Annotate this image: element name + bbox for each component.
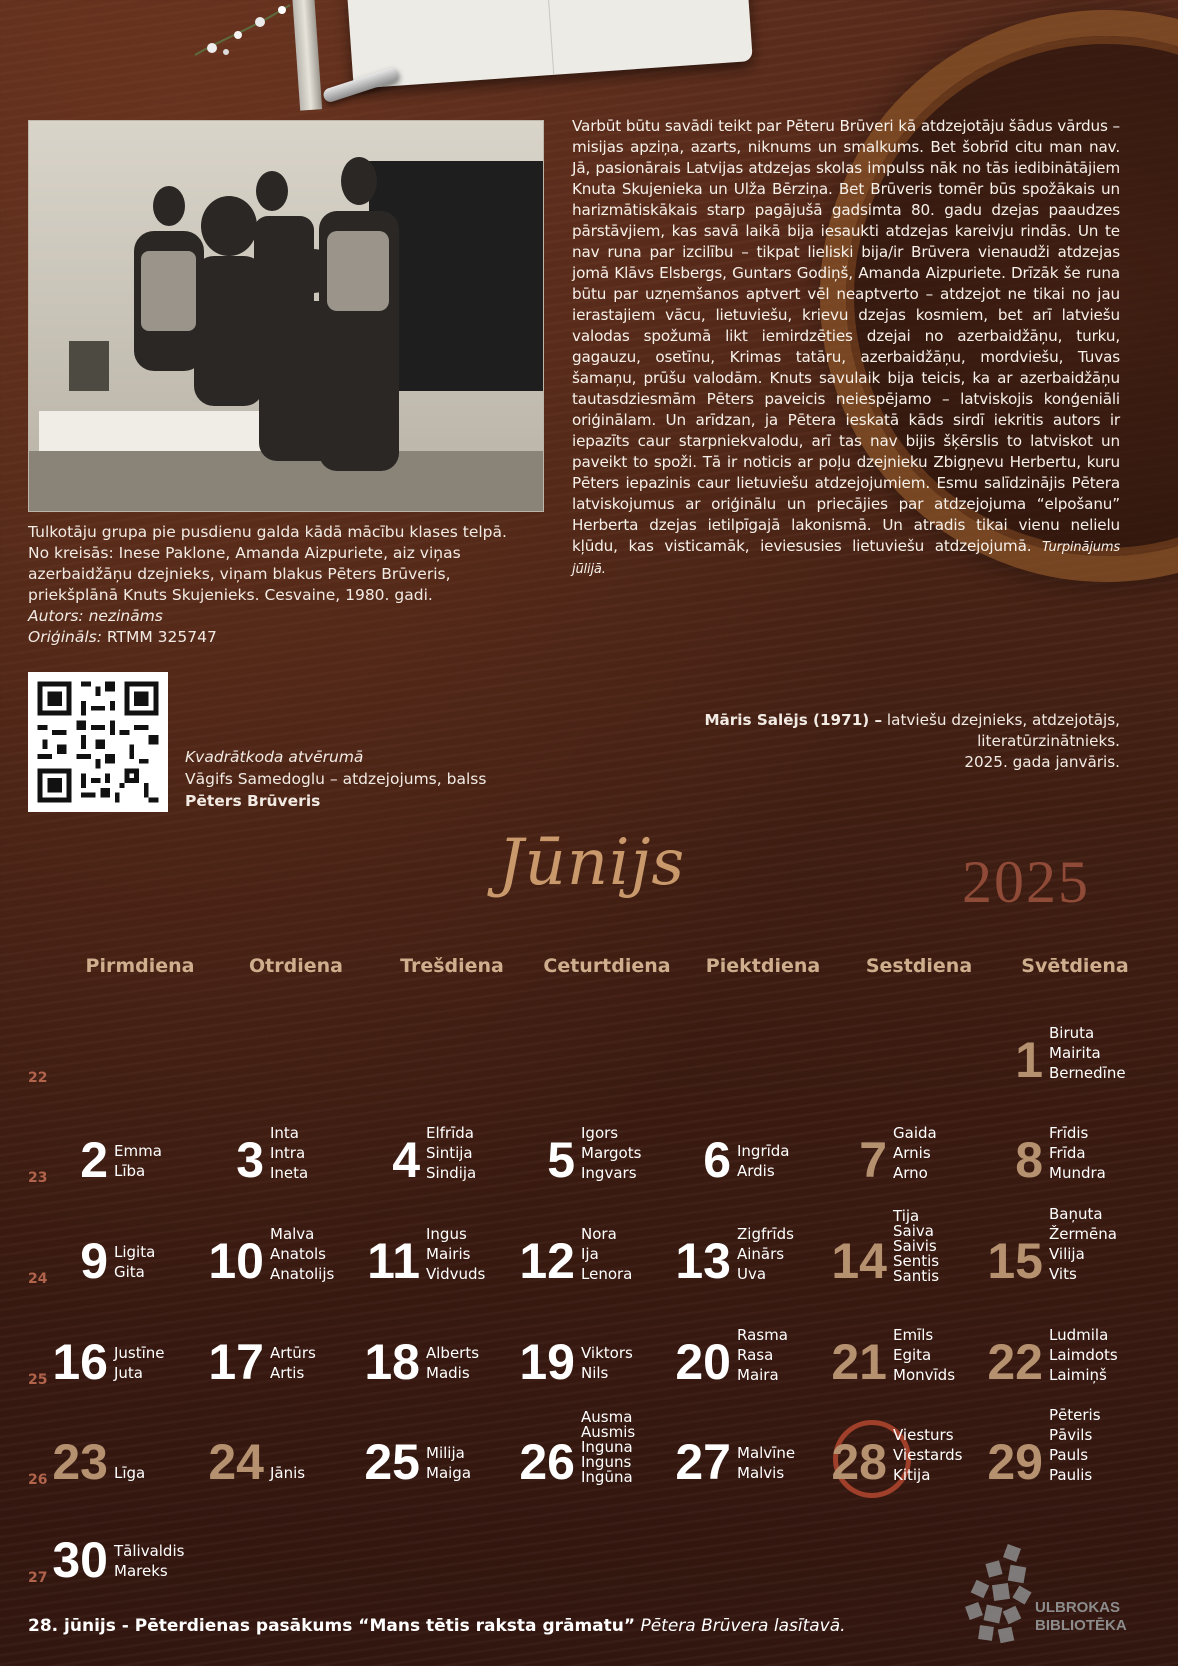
name-day: Inguna xyxy=(581,1438,633,1456)
calendar-day xyxy=(953,1434,1043,1490)
event-date: 28. jūnijs - Pēterdienas pasākums xyxy=(28,1616,359,1636)
name-day: Ingus xyxy=(426,1225,467,1243)
day-number: 15 xyxy=(987,1233,1043,1289)
calendar-day xyxy=(18,1233,108,1289)
calendar-day xyxy=(641,1334,731,1390)
name-day: Baņuta xyxy=(1049,1205,1103,1223)
name-day: Bernedīne xyxy=(1049,1064,1126,1082)
name-day-list xyxy=(426,1443,471,1483)
name-day: Sindija xyxy=(426,1164,477,1182)
name-day: Viktors xyxy=(581,1344,633,1362)
day-number: 30 xyxy=(52,1532,108,1588)
article-continued: Turpinājums jūlijā. xyxy=(572,540,1120,577)
day-number: 3 xyxy=(236,1132,264,1188)
day-number: 24 xyxy=(208,1434,264,1490)
name-day: Arnis xyxy=(893,1144,931,1162)
calendar-day xyxy=(641,1434,731,1490)
name-day: Lība xyxy=(114,1162,146,1180)
name-day: Artis xyxy=(270,1364,305,1382)
archival-photo xyxy=(28,120,544,512)
day-number: 17 xyxy=(208,1334,264,1390)
name-day: Maiga xyxy=(426,1464,472,1482)
day-number: 29 xyxy=(987,1434,1043,1490)
day-number: 23 xyxy=(52,1434,108,1490)
name-day: Laimiņš xyxy=(1049,1366,1107,1384)
qr-line-2: Vāgifs Samedoglu – atdzejojums, balss xyxy=(185,770,487,788)
name-day: Emīls xyxy=(893,1326,934,1344)
name-day: Ardis xyxy=(737,1162,775,1180)
day-number: 11 xyxy=(367,1233,420,1289)
author-description: latviešu dzejnieks, atdzejotājs, literatūrzinātnieks. xyxy=(882,711,1120,750)
article-author xyxy=(572,710,1120,773)
name-day: Zigfrīds xyxy=(737,1225,794,1243)
day-number: 2 xyxy=(80,1132,108,1188)
caption-text: Tulkotāju grupa pie pusdienu galda kādā mācību klases telpā. No kreisās: Inese Paklone, Amanda Aizpuriete, aiz viņas azerbaidžāņu dzejnieks, viņam blakus Pēters Brūveris, priekšplānā Knuts Skujenieks. Cesvaine, 1980. gadi. xyxy=(28,523,507,604)
qr-line-1: Kvadrātkoda atvērumā xyxy=(185,748,364,766)
library-logo xyxy=(965,1540,1145,1650)
day-number: 14 xyxy=(831,1233,887,1289)
name-day: Juta xyxy=(114,1364,144,1382)
day-number: 28 xyxy=(831,1434,887,1490)
name-day: Žermēna xyxy=(1049,1225,1117,1243)
name-day: Uva xyxy=(737,1265,767,1283)
name-day: Pēteris xyxy=(1049,1406,1101,1424)
name-day: Jānis xyxy=(270,1464,306,1482)
name-day: Anatols xyxy=(270,1245,327,1263)
name-day: Rasa xyxy=(737,1346,774,1364)
name-day: Lenora xyxy=(581,1265,633,1283)
calendar-day xyxy=(330,1334,420,1390)
name-day: Egita xyxy=(893,1346,932,1364)
name-day: Vilija xyxy=(1049,1245,1085,1263)
name-day-list xyxy=(114,1541,184,1581)
weekday-header: Sestdiena xyxy=(865,955,973,977)
name-day-list xyxy=(1049,1023,1126,1083)
calendar-day xyxy=(953,1334,1043,1390)
day-number: 26 xyxy=(519,1434,575,1490)
name-day: Vidvuds xyxy=(426,1265,486,1283)
name-day: Mareks xyxy=(114,1562,168,1580)
name-day: Kitija xyxy=(893,1466,931,1484)
name-day: Vits xyxy=(1049,1265,1077,1283)
name-day: Nils xyxy=(581,1364,609,1382)
name-day: Emma xyxy=(114,1142,162,1160)
name-day-list xyxy=(581,1410,635,1485)
calendar-day xyxy=(485,1334,575,1390)
day-number: 8 xyxy=(1015,1132,1043,1188)
week-number: 26 xyxy=(28,1472,48,1488)
name-day-list xyxy=(893,1325,955,1385)
calendar-day xyxy=(18,1132,108,1188)
calendar-day xyxy=(330,1132,420,1188)
calendar-day xyxy=(641,1132,731,1188)
weekday-header: Piektdiena xyxy=(705,955,821,977)
day-number: 10 xyxy=(208,1233,264,1289)
name-day: Sentis xyxy=(893,1252,940,1270)
day-number: 12 xyxy=(519,1233,575,1289)
calendar-day xyxy=(797,1334,887,1390)
name-day: Ineta xyxy=(270,1164,309,1182)
name-day: Ludmila xyxy=(1049,1326,1109,1344)
calendar-day xyxy=(485,1132,575,1188)
name-day-list xyxy=(426,1123,476,1183)
day-number: 21 xyxy=(831,1334,887,1390)
name-day-list xyxy=(114,1242,155,1282)
name-day: Tija xyxy=(893,1207,920,1225)
name-day: Viesturs xyxy=(893,1426,954,1444)
day-number: 9 xyxy=(80,1233,108,1289)
article-text xyxy=(572,116,1120,580)
calendar-day xyxy=(953,1132,1043,1188)
name-day-list xyxy=(270,1343,316,1383)
name-day: Ingūna xyxy=(581,1468,633,1486)
name-day: Alberts xyxy=(426,1344,480,1362)
calendar-day xyxy=(330,1233,420,1289)
name-day: Ainārs xyxy=(737,1245,785,1263)
name-day: Tālivaldis xyxy=(114,1542,185,1560)
caption-original-value: RTMM 325747 xyxy=(101,628,217,646)
day-number: 6 xyxy=(703,1132,731,1188)
calendar-day xyxy=(485,1233,575,1289)
weekday-header: Svētdiena xyxy=(1021,955,1129,977)
calendar-day xyxy=(797,1233,887,1289)
week-number: 25 xyxy=(28,1372,48,1388)
name-day-list xyxy=(893,1123,937,1183)
year-title: 2025 xyxy=(962,849,1090,915)
qr-description xyxy=(185,746,486,812)
name-day: Malva xyxy=(270,1225,315,1243)
name-day-list xyxy=(1049,1405,1101,1485)
name-day-list xyxy=(737,1443,795,1483)
calendar-day xyxy=(18,1434,108,1490)
day-number: 18 xyxy=(364,1334,420,1390)
name-day: Viestards xyxy=(893,1446,963,1464)
week-number: 23 xyxy=(28,1170,48,1186)
name-day: Intra xyxy=(270,1144,306,1162)
day-number: 19 xyxy=(519,1334,575,1390)
name-day: Arno xyxy=(893,1164,928,1182)
caption-original-label: Oriģināls: xyxy=(28,628,102,646)
name-day-list xyxy=(737,1325,788,1385)
name-day: Frīda xyxy=(1049,1144,1086,1162)
event-place: Pētera Brūvera lasītavā. xyxy=(635,1616,846,1636)
calendar-day xyxy=(953,1032,1043,1088)
week-number: 27 xyxy=(28,1570,48,1586)
name-day: Justīne xyxy=(114,1344,165,1362)
name-day: Milija xyxy=(426,1444,465,1462)
weekday-header: Ceturtdiena xyxy=(543,955,671,977)
logo-line-2: BIBLIOTĒKA xyxy=(1035,1617,1127,1634)
name-day: Gaida xyxy=(893,1124,937,1142)
author-name: Māris Salējs (1971) – xyxy=(704,711,883,729)
day-number: 4 xyxy=(392,1132,420,1188)
name-day-list xyxy=(426,1343,479,1383)
day-number: 25 xyxy=(364,1434,420,1490)
name-day-list xyxy=(893,1209,939,1284)
name-day: Inguns xyxy=(581,1453,632,1471)
name-day-list xyxy=(270,1463,305,1483)
name-day: Ingrīda xyxy=(737,1142,790,1160)
name-day: Igors xyxy=(581,1124,619,1142)
name-day: Ingvars xyxy=(581,1164,637,1182)
calendar-day xyxy=(174,1334,264,1390)
name-day: Margots xyxy=(581,1144,642,1162)
calendar-day xyxy=(174,1434,264,1490)
flower-decoration xyxy=(190,0,300,60)
calendar-day xyxy=(953,1233,1043,1289)
name-day: Malvīne xyxy=(737,1444,796,1462)
qr-code[interactable] xyxy=(28,672,168,812)
calendar-day xyxy=(641,1233,731,1289)
name-day: Nora xyxy=(581,1225,617,1243)
name-day: Ija xyxy=(581,1245,599,1263)
notebook-decoration xyxy=(347,0,753,89)
footer-event xyxy=(28,1616,846,1636)
name-day: Sintija xyxy=(426,1144,473,1162)
name-day: Maira xyxy=(737,1366,779,1384)
day-number: 1 xyxy=(1015,1032,1043,1088)
name-day: Artūrs xyxy=(270,1344,316,1362)
name-day: Laimdots xyxy=(1049,1346,1118,1364)
name-day: Anatolijs xyxy=(270,1265,335,1283)
name-day: Santis xyxy=(893,1267,940,1285)
photo-caption xyxy=(28,522,518,648)
name-day: Paulis xyxy=(1049,1466,1093,1484)
name-day: Mairis xyxy=(426,1245,471,1263)
name-day-list xyxy=(1049,1204,1117,1284)
calendar-day xyxy=(174,1233,264,1289)
name-day-list xyxy=(581,1123,641,1183)
calendar-day xyxy=(174,1132,264,1188)
name-day-list xyxy=(1049,1123,1106,1183)
calendar-day xyxy=(18,1334,108,1390)
name-day-list xyxy=(270,1224,334,1284)
article-date: 2025. gada janvāris. xyxy=(964,753,1120,771)
name-day: Saiva xyxy=(893,1222,934,1240)
weekday-header: Pirmdiena xyxy=(85,955,195,977)
name-day: Monvīds xyxy=(893,1366,956,1384)
weekday-header: Trešdiena xyxy=(400,955,504,977)
caption-author: Autors: nezināms xyxy=(28,607,163,625)
name-day-list xyxy=(114,1463,145,1483)
name-day-list xyxy=(270,1123,308,1183)
name-day: Saivis xyxy=(893,1237,937,1255)
event-title: “Mans tētis raksta grāmatu” xyxy=(358,1616,636,1636)
name-day-list xyxy=(1049,1325,1118,1385)
qr-line-3: Pēters Brūveris xyxy=(185,792,321,810)
name-day: Ligita xyxy=(114,1243,156,1261)
calendar-day xyxy=(485,1434,575,1490)
day-number: 16 xyxy=(52,1334,108,1390)
name-day: Elfrīda xyxy=(426,1124,474,1142)
calendar-day xyxy=(330,1434,420,1490)
name-day: Pāvils xyxy=(1049,1426,1093,1444)
day-number: 20 xyxy=(675,1334,731,1390)
name-day-list xyxy=(114,1343,165,1383)
name-day: Frīdis xyxy=(1049,1124,1089,1142)
name-day-list xyxy=(426,1224,485,1284)
name-day: Rasma xyxy=(737,1326,788,1344)
name-day: Inta xyxy=(270,1124,300,1142)
weekday-header: Otrdiena xyxy=(249,955,343,977)
name-day: Mundra xyxy=(1049,1164,1106,1182)
name-day-list xyxy=(581,1224,632,1284)
name-day: Mairita xyxy=(1049,1044,1101,1062)
day-number: 5 xyxy=(547,1132,575,1188)
day-number: 7 xyxy=(859,1132,887,1188)
week-number: 22 xyxy=(28,1070,48,1086)
name-day: Gita xyxy=(114,1263,145,1281)
calendar-day xyxy=(797,1434,887,1490)
name-day: Līga xyxy=(114,1464,146,1482)
day-number: 22 xyxy=(987,1334,1043,1390)
day-number: 27 xyxy=(675,1434,731,1490)
name-day-list xyxy=(737,1141,790,1181)
week-number: 24 xyxy=(28,1271,48,1287)
name-day: Malvis xyxy=(737,1464,785,1482)
day-number: 13 xyxy=(675,1233,731,1289)
name-day: Ausmis xyxy=(581,1423,636,1441)
name-day: Madis xyxy=(426,1364,470,1382)
name-day: Pauls xyxy=(1049,1446,1089,1464)
calendar-day xyxy=(18,1532,108,1588)
name-day: Ausma xyxy=(581,1408,633,1426)
article-body: Varbūt būtu savādi teikt par Pēteru Brūveri kā atdzejotāju šādus vārdus – misijas apziņa, azarts, niknums un smalkums. Bet šobrīd citu man nav. Jā, pasionārais Latvijas atdzejas skolas impulss nāk no tās iedibinātājiem Knuta Skujenieka un Ulža Bērziņa. Bet Brūveris tomēr būs spožākais un harizmātiskākais starp pagājušā gadsimta 80. gadu dzejas paaudzes pārstāvjiem, kas savā laikā bija iesaukti atdzejas kareivju rindās. Un te nav runa par izcilību – tikpat lieliski bija/ir Brūvera vienaudži atdzejas jomā Klāvs Elsbergs, Guntars Godiņš, Amanda Aizpuriete. Drīzāk še runa būtu par uzņemšanos aptvert vēl neaptverto – atdzejot ne tikai no jau ierastajiem vācu, lietuviešu, krievu dzejas kosmiem, bet arī latviešu valodas spožumā likt iemirdzēties dzejai no azerbaidžāņu, turku, gagauzu, osetīnu, Krimas tatāru, azerbaidžāņu, mordviešu, Tuvas šamaņu, prūšu valodām. Knuts savulaik bija teicis, ka ar azerbaidžāņu tautasdziesmām Pēters paveicis neiespējamo – latviskojis konģeniāli oriģinālam. Un arīdzan, ja Pētera ieskatā kāds sirdī iekritis autors ir iepazīts caur starpniekvalodu, arī tas nav bijis šķērslis to latviskot un paveikt to spoži. Tā ir noticis ar poļu dzejnieku Zbigņevu Herbertu, kuru Pēters iepazinis caur lietuviešu atdzejojumiem. Esmu salīdzinājis Pētera latviskojumus ar oriģinālu un priecājies par atdzejojuma “elpošanu” Herberta dzejas ietilpīgajā lakonismā. Un atradis tikai vienu nelielu kļūdu, kas visticamāk, ieviesusies lietuviešu atdzejojumā. xyxy=(572,117,1120,555)
calendar-day xyxy=(797,1132,887,1188)
month-title: Jūnijs xyxy=(498,826,686,900)
name-day: Biruta xyxy=(1049,1024,1095,1042)
name-day-list xyxy=(581,1343,633,1383)
name-day-list xyxy=(737,1224,794,1284)
name-day-list xyxy=(114,1141,162,1181)
logo-line-1: ULBROKAS xyxy=(1035,1599,1120,1616)
